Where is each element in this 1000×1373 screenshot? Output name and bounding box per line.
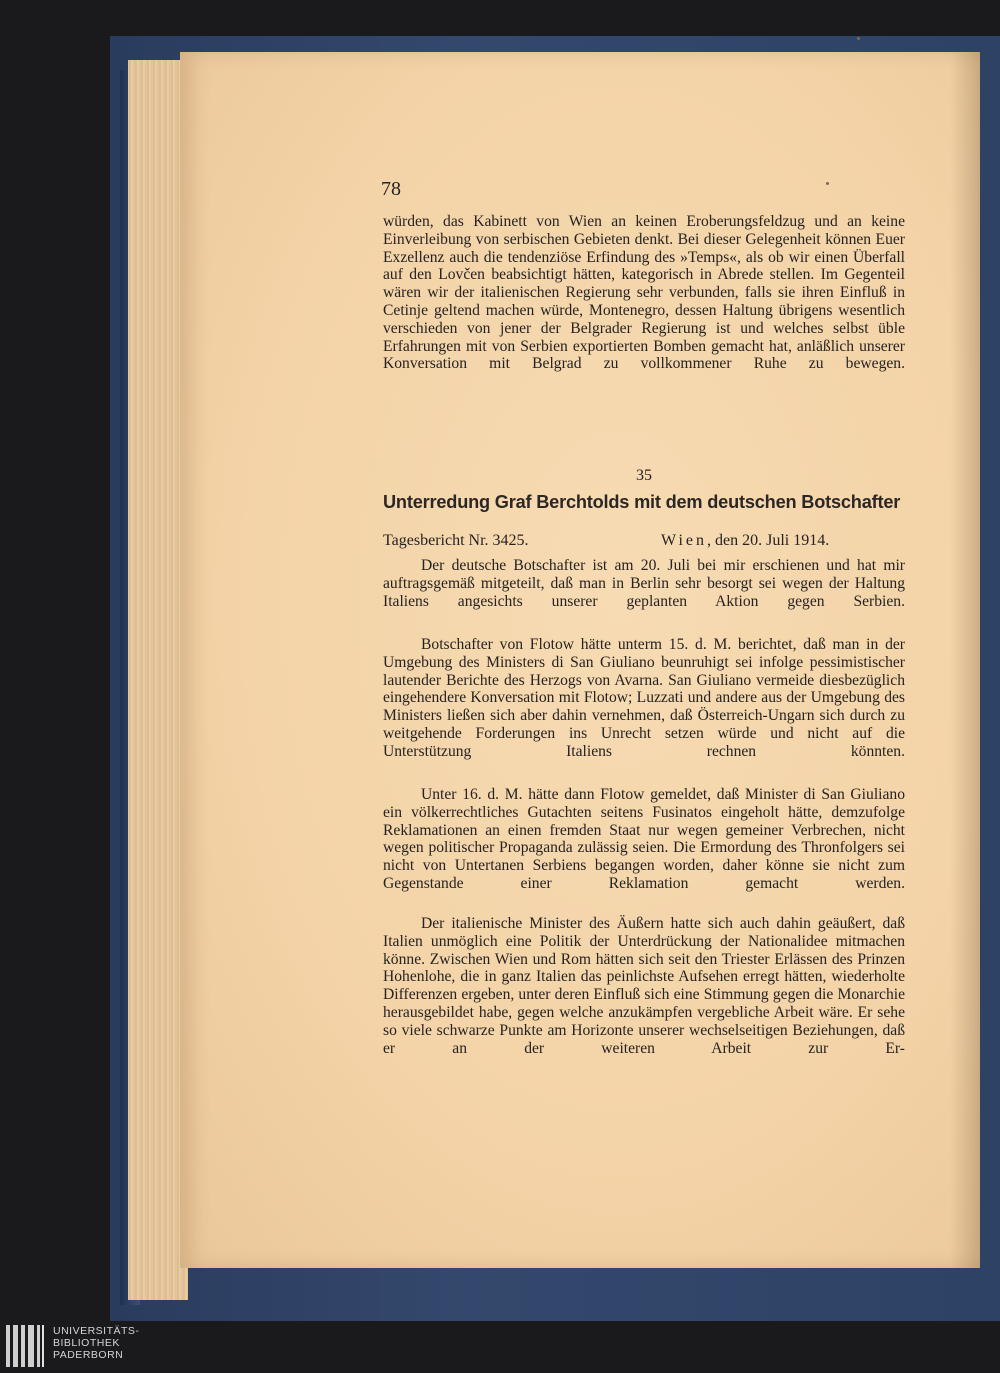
body-paragraph: Botschafter von Flotow hätte unterm 15. d. M. berichtet, daß man in der Umgebung des Ministers di San Giuliano beunruhigt sei infolge pessimistischer lautender Berichte des Herzogs von Avarna. San Giuliano vermeide diesbezüglich eingehendere Konversation mit Flotow; Luzzati und andere aus der Umgebung des Ministers ließen sich aber dahin vernehmen, daß Österreich-Ungarn sich durch zu weitgehende Forderungen ins Unrecht setzen würde und nicht auf die Unterstützung Italiens rechnen könnten.	[383, 636, 905, 760]
library-logo-text	[53, 1325, 139, 1361]
library-logo	[0, 1323, 200, 1373]
report-date-text: , den 20. Juli 1914.	[707, 532, 830, 549]
page-stack-edges	[128, 60, 188, 1300]
document-number: 35	[636, 467, 652, 484]
report-reference: Tagesbericht Nr. 3425.	[383, 532, 529, 549]
body-paragraph: Der italienische Minister des Äußern hatte sich auch dahin geäußert, daß Italien unmöglich eine Politik der Unterdrückung der Nationalidee mitmachen könne. Zwischen Wien und Rom hätten sich seit den Triester Erlässen des Prinzen Hohenlohe, die in ganz Italien das peinlichste Aufsehen erregt hätten, wiederholte Differenzen ergeben, unter deren Einfluß sich eine Stimmung gegen die Monarchie herausgebildet habe, gegen welche anzukämpfen vergebliche Arbeit wäre. Er sehe so viele schwarze Punkte am Horizonte unserer wechselseitigen Beziehungen, daß er an der weiteren Arbeit zur Er-	[383, 915, 905, 1057]
library-logo-line: UNIVERSITÄTS-	[53, 1325, 140, 1337]
page-gutter-shadow	[950, 52, 980, 1268]
library-logo-line: BIBLIOTHEK	[53, 1337, 120, 1349]
continuation-paragraph: würden, das Kabinett von Wien an keinen Eroberungsfeldzug und an keine Einverleibung von serbischen Gebieten denkt. Bei dieser Gelegenheit können Euer Exzellenz auch die tendenziöse Erfindung des »Temps«, als ob wir einen Überfall auf den Lovčen beabsichtigt hätten, kategorisch in Abrede stellen. Im Gegenteil wären wir der italienischen Regierung sehr verbunden, falls sie ihren Einfluß in Cetinje geltend machen würde, Montenegro, dessen Haltung übrigens wesentlich verschieden von jener der Belgrader Regierung ist und welches selbst üble Erfahrungen mit von Serbien exportierten Bomben gemacht hat, anläßlich unserer Konversation mit Belgrad zu vollkommener Ruhe zu bewegen.	[383, 213, 905, 373]
page-number: 78	[381, 178, 401, 200]
library-logo-line: PADERBORN	[53, 1349, 124, 1361]
library-logo-bars-icon	[6, 1325, 44, 1371]
speck-mark	[857, 37, 860, 40]
report-date	[661, 532, 829, 550]
report-place: Wien	[661, 532, 708, 549]
body-paragraph: Der deutsche Botschafter ist am 20. Juli bei mir erschienen und hat mir auftragsgemäß mitgeteilt, daß man in Berlin sehr besorgt sei wegen der Haltung Italiens angesichts unserer geplanten Aktion gegen Serbien.	[383, 557, 905, 610]
body-paragraph: Unter 16. d. M. hätte dann Flotow gemeldet, daß Minister di San Giuliano ein völkerrechtliches Gutachten seitens Fusinatos eingeholt hätte, demzufolge Reklamationen an einen fremden Staat nur wegen gemeiner Verbrechen, nicht wegen politischer Propaganda zulässig seien. Die Ermordung des Thronfolgers sei nicht von Untertanen Serbiens begangen worden, daher könne sie nicht zum Gegenstande einer Reklamation gemacht werden.	[383, 786, 905, 892]
speck-mark	[826, 182, 829, 185]
document-title: Unterredung Graf Berchtolds mit dem deutschen Botschafter	[383, 492, 901, 512]
